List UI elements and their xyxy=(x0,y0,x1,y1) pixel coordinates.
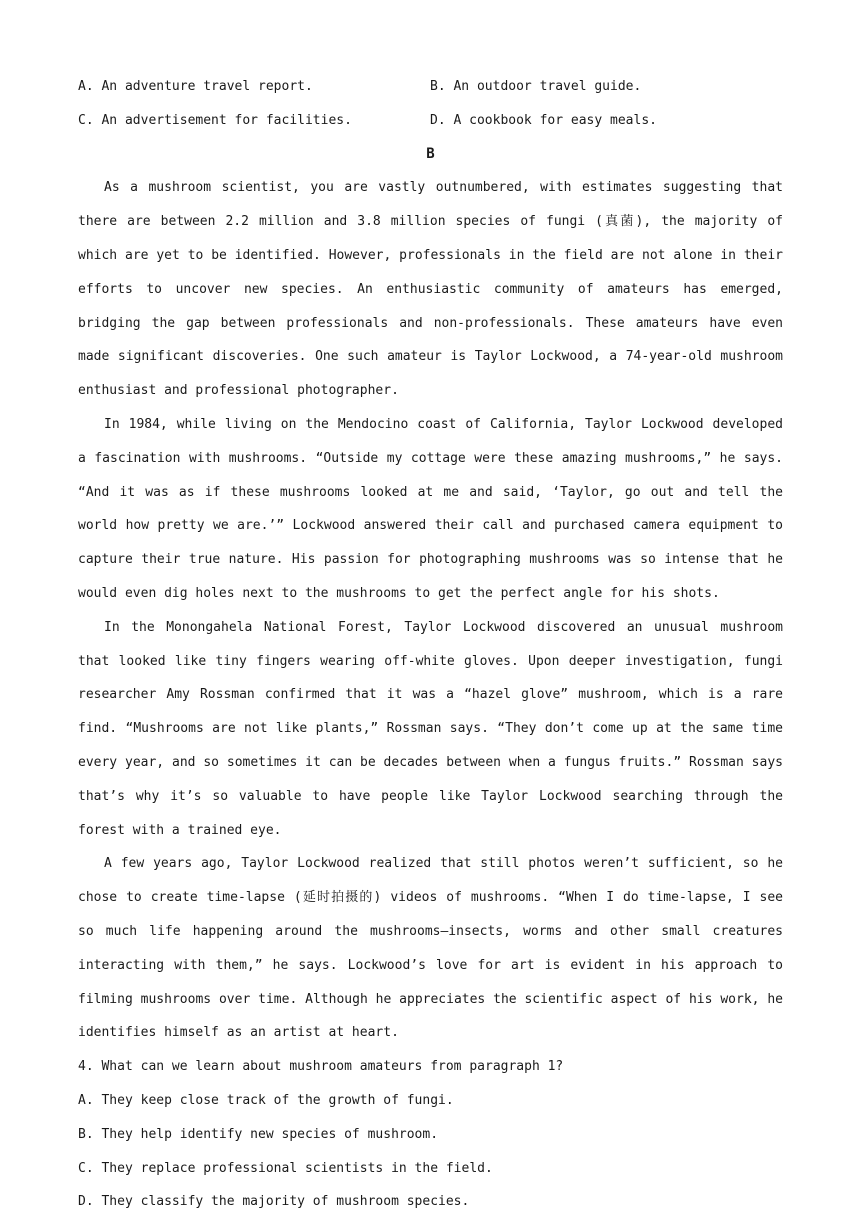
paragraph-1: As a mushroom scientist, you are vastly outnumbered, with estimates suggesting that there are between 2.2 million and 3.8 million species of fungi (真菌), the majority of which are yet to be identified. However, professionals in the field are not alone in their efforts to uncover new species. An enthusiastic community of amateurs has emerged, bridging the gap between professionals and non-professionals. These amateurs have even made significant discoveries. One such amateur is Taylor Lockwood, a 74-year-old mushroom enthusiast and professional photographer. xyxy=(78,180,783,399)
section-title: B xyxy=(426,145,435,162)
option-b: B. An outdoor travel guide. xyxy=(430,79,642,94)
paragraph-2: In 1984, while living on the Mendocino coast of California, Taylor Lockwood developed a fascination with mushrooms. “Outside my cottage were these amazing mushrooms,” he says. “And it was as if these mushrooms looked at me and said, ‘Taylor, go out and tell the world how pretty we are.’” Lockwood answered their call and purchased camera equipment to capture their true nature. His passion for photographing mushrooms was so intense that he would even dig holes next to the mushrooms to get the perfect angle for his shots. xyxy=(78,416,783,601)
question-4-prompt: 4. What can we learn about mushroom amateurs from paragraph 1? xyxy=(78,1059,564,1075)
paragraph-3: In the Monongahela National Forest, Taylor Lockwood discovered an unusual mushroom that looked like tiny fingers wearing off-white gloves. Upon deeper investigation, fungi researcher Amy Rossman confirmed that it was a “hazel glove” mushroom, which is a rare find. “Mushrooms are not like plants,” Rossman says. “They don’t come up at the same time every year, and so sometimes it can be decades between when a fungus fruits.” Rossman says that’s why it’s so valuable to have people like Taylor Lockwood searching through the forest with a trained eye. xyxy=(78,619,783,838)
option-a: A. An adventure travel report. xyxy=(78,79,313,94)
question-4-option-b: B. They help identify new species of mushroom. xyxy=(78,1126,439,1142)
option-c: C. An advertisement for facilities. xyxy=(78,112,352,128)
question-4-option-d: D. They classify the majority of mushroom species. xyxy=(78,1194,470,1210)
question-4-option-a: A. They keep close track of the growth of fungi. xyxy=(78,1092,454,1108)
option-d: D. A cookbook for easy meals. xyxy=(430,112,657,128)
question-4-option-c: C. They replace professional scientists in the field. xyxy=(78,1160,493,1176)
previous-question-options xyxy=(78,70,783,138)
paragraph-4: A few years ago, Taylor Lockwood realized that still photos weren’t sufficient, so he chose to create time-lapse (延时拍摄的) videos of mushrooms. “When I do time-lapse, I see so much life happening around the mushrooms—insects, worms and other small creatures interacting with them,” he says. Lockwood’s love for art is evident in his approach to filming mushrooms over time. Although he appreciates the scientific aspect of his work, he identifies himself as an artist at heart. xyxy=(78,856,783,1041)
exam-page xyxy=(78,70,783,1219)
